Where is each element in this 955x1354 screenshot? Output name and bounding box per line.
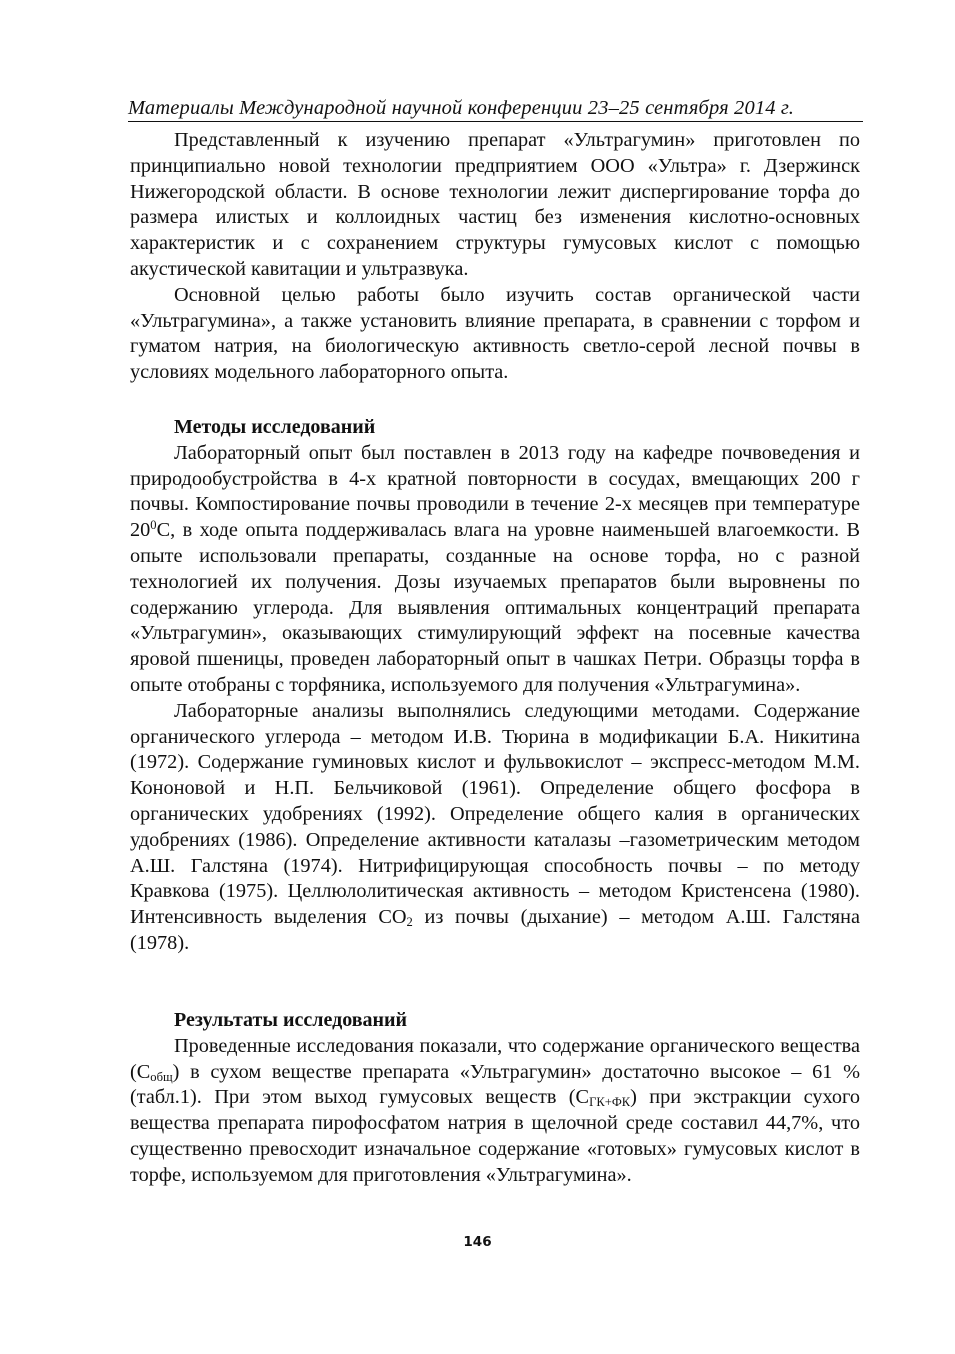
methods-paragraph-1: [130, 441, 860, 699]
c-hk-fk-subscript: ГК+ФК: [589, 1095, 631, 1110]
header-divider: [128, 121, 863, 122]
methods-paragraph-2: [130, 699, 860, 957]
methods-p2-text-b: из почвы (дыхание) – методом А.Ш. Галстяна (1978).: [130, 906, 860, 954]
results-heading: Результаты исследований: [174, 1009, 408, 1031]
degree-superscript: 0: [150, 518, 157, 533]
methods-p1-text-a: Лабораторный опыт был поставлен в 2013 году на кафедре почвоведения и природообустройства в 4-х кратной повторности в сосудах, вмещающих 200 г почвы. Компостирование почвы проводили в течение 2-х месяцев при температуре 20: [130, 441, 860, 542]
intro-section: [130, 128, 860, 386]
c-total-subscript: общ: [150, 1069, 173, 1084]
page-number: 146: [463, 1234, 492, 1250]
results-p1-text-b: ) в сухом веществе препарата «Ультрагумин» достаточно высокое – 61 % (табл.1). При этом выход гумусовых веществ (С: [130, 1060, 860, 1109]
results-p1-text-c: ) при экстракции сухого вещества препарата пирофосфатом натрия в щелочной среде составил 44,7%, что существенно превосходит изначальное содержание «готовых» гумусовых кислот в торфе, используемом для приготовления «Ультрагумина».: [130, 1086, 860, 1186]
intro-paragraph-1: Представленный к изучению препарат «Ультрагумин» приготовлен по принципиально новой технологии предприятием ООО «Ультра» г. Дзержинск Нижегородской области. В основе технологии лежит диспергирование торфа до размера илистых и коллоидных частиц без изменения кислотно-основных характеристик и с сохранением структуры гумусовых кислот с помощью акустической кавитации и ультразвука.: [130, 129, 860, 280]
running-header: Материалы Международной научной конференции 23–25 сентября 2014 г.: [128, 97, 795, 119]
methods-p1-text-b: С, в ходе опыта поддерживалась влага на уровне наименьшей влагоемкости. В опыте использовали препараты, созданные на основе торфа, но с разной технологией их получения. Дозы изучаемых препаратов были выровнены по содержанию углерода. Для выявления оптимальных концентраций препарата «Ультрагумин», оказывающих стимулирующий эффект на посевные качества яровой пшеницы, проведен лабораторный опыт в чашках Петри. Образцы торфа в опыте отобраны с торфяника, используемого для получения «Ультрагумина».: [130, 519, 860, 696]
results-p1-text-a: Проведенные исследования показали, что содержание органического вещества (С: [130, 1034, 860, 1083]
methods-section: [130, 415, 860, 957]
results-paragraph-1: [130, 1034, 860, 1189]
results-section: [130, 1008, 860, 1189]
intro-paragraph-2: Основной целью работы было изучить состав органической части «Ультрагумина», а также установить влияние препарата, в сравнении с торфом и гуматом натрия, на биологическую активность светло-серой лесной почвы в условиях модельного лабораторного опыта.: [130, 283, 860, 384]
co2-subscript: 2: [406, 915, 413, 930]
methods-p2-text-a: Лабораторные анализы выполнялись следующими методами. Содержание органического углерода – методом И.В. Тюрина в модификации Б.А. Никитина (1972). Содержание гуминовых кислот и фульвокислот – экспресс-методом М.М. Кононовой и Н.П. Бельчиковой (1961). Определение общего фосфора в органических удобрениях (1992). Определение общего калия в органических удобрениях (1986). Определение активности каталазы –газометрическим методом А.Ш. Галстяна (1974). Нитрифицирующая способность почвы – по методу Кравкова (1975). Целлюлолитическая активность – методом Кристенсена (1980). Интенсивность выделения СО: [130, 699, 860, 929]
methods-heading: Методы исследований: [174, 416, 376, 438]
